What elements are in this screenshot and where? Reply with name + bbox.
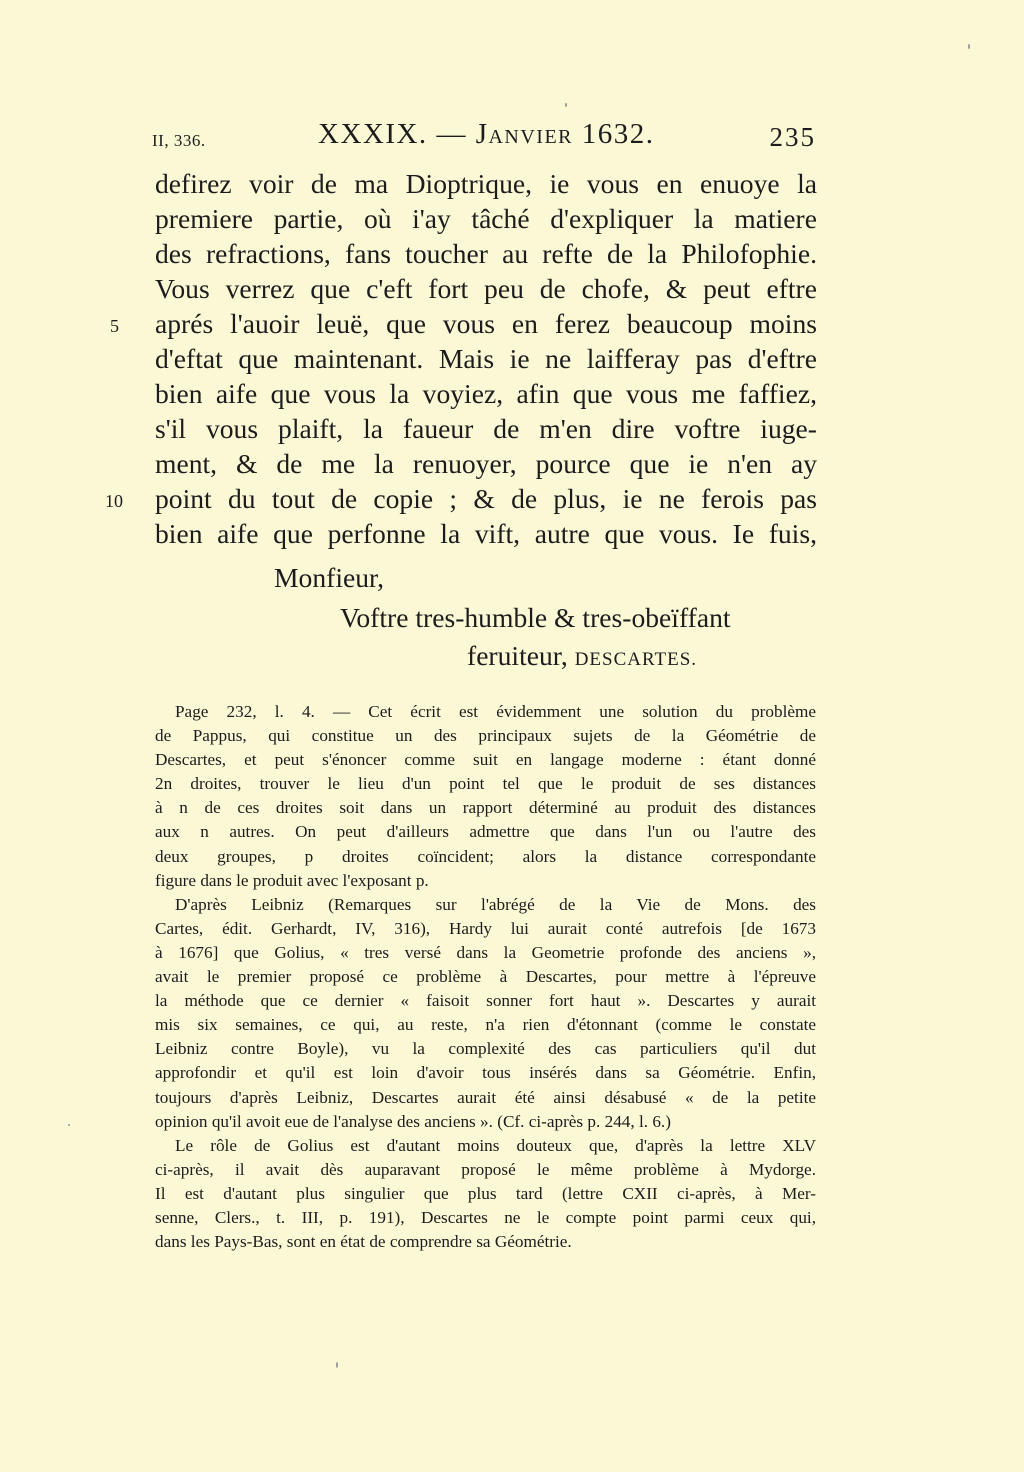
- line-number-5: 5: [110, 316, 119, 336]
- note-line: ci-après, il avait dès auparavant proposé le même problème à Mydorge.: [155, 1159, 816, 1179]
- letter-title: [318, 118, 655, 151]
- note-line: mis six semaines, ce qui, au reste, n'a rien d'étonnant (comme le constate: [155, 1015, 816, 1035]
- note-line: opinion qu'il avoit eue de l'analyse des anciens ». (Cf. ci-après p. 244, l. 6.): [155, 1111, 671, 1131]
- closing-servant-word: feruiteur,: [467, 640, 568, 671]
- letter-body: [155, 166, 817, 551]
- letter-line: point du tout de copie ; & de plus, ie ne ferois pas: [155, 483, 817, 514]
- closing-formula: Voftre tres-humble & tres-obeïffant: [340, 602, 731, 633]
- paper-speck: [68, 1124, 70, 1126]
- page-number: 235: [769, 122, 816, 152]
- note-line: dans les Pays-Bas, sont en état de comprendre sa Géométrie.: [155, 1232, 572, 1252]
- running-header: [152, 118, 816, 158]
- note-line: Page 232, l. 4. — Cet écrit est évidemment une solution du problème: [175, 702, 816, 721]
- note-line: approfondir et qu'il est loin d'avoir tous insérés dans sa Géométrie. Enfin,: [155, 1063, 816, 1083]
- letter-line: d'eftat que maintenant. Mais ie ne laifferay pas d'eftre: [155, 343, 817, 374]
- note-line: avait le premier proposé ce problème à Descartes, pour mettre à l'épreuve: [155, 967, 816, 987]
- note-line: Il est d'autant plus singulier que plus tard (lettre CXII ci-après, à Mer-: [155, 1183, 816, 1203]
- line-number-10: 10: [105, 491, 123, 511]
- note-line: toujours d'après Leibniz, Descartes aurait été ainsi désabusé « de la petite: [155, 1087, 816, 1107]
- letter-line: premiere partie, où i'ay tâché d'expliquer la matiere: [155, 203, 817, 234]
- letter-line: Vous verrez que c'eft fort peu de chofe, & peut eftre: [155, 273, 817, 304]
- volume-reference: II, 336.: [152, 131, 206, 150]
- letter-line: bien aife que vous la voyiez, afin que vous me faffiez,: [155, 378, 817, 409]
- letter-line: bien aife que perfonne la vift, autre que vous. Ie fuis,: [155, 518, 817, 549]
- note-line: deux groupes, p droites coïncident; alors la distance correspondante: [155, 846, 816, 866]
- letter-line: ment, & de me la renuoyer, pource que ie n'en ay: [155, 448, 817, 479]
- title-month: Janvier: [475, 118, 574, 150]
- note-line: D'après Leibniz (Remarques sur l'abrégé de la Vie de Mons. des: [175, 894, 816, 914]
- title-roman-numeral: XXXIX.: [318, 118, 428, 150]
- title-dash: —: [436, 118, 467, 150]
- note-line: Cartes, édit. Gerhardt, IV, 316), Hardy lui aurait conté autrefois [de 1673: [155, 918, 816, 938]
- note-line: figure dans le produit avec l'exposant p.: [155, 870, 429, 890]
- note-line: aux n autres. On peut d'ailleurs admettre que dans l'un ou l'autre des: [155, 822, 816, 842]
- note-line: à 1676] que Golius, « tres versé dans la Geometrie profonde des anciens »,: [155, 942, 816, 962]
- note-line: à n de ces droites soit dans un rapport déterminé au produit des distances: [155, 798, 816, 818]
- closing-servant: [467, 640, 697, 672]
- paper-speck: [565, 103, 567, 107]
- letter-line: defirez voir de ma Dioptrique, ie vous en enuoye la: [155, 168, 817, 199]
- letter-line: aprés l'auoir leuë, que vous en ferez beaucoup moins: [155, 308, 817, 339]
- note-line: senne, Clers., t. III, p. 191), Descartes ne le compte point parmi ceux qui,: [155, 1207, 816, 1227]
- title-year: 1632.: [581, 118, 655, 150]
- salutation: Monfieur,: [274, 562, 385, 593]
- note-line: 2n droites, trouver le lieu d'un point tel que le produit de ses distances: [155, 774, 816, 794]
- note-line: la méthode que ce dernier « faisoit sonner fort haut ». Descartes y aurait: [155, 991, 816, 1011]
- letter-line: s'il vous plaift, la faueur de m'en dire voftre iuge-: [155, 413, 817, 444]
- signature: DESCARTES.: [574, 649, 698, 670]
- note-line: Leibniz contre Boyle), vu la complexité des cas particuliers qu'il dut: [155, 1039, 816, 1059]
- editorial-notes: [155, 700, 816, 1254]
- note-line: de Pappus, qui constitue un des principaux sujets de la Géométrie de: [155, 726, 816, 746]
- paper-speck: [336, 1362, 338, 1368]
- note-line: Descartes, et peut s'énoncer comme suit en langage moderne : étant donné: [155, 750, 816, 770]
- letter-line: des refractions, fans toucher au refte de la Philofophie.: [155, 238, 817, 269]
- note-line: Le rôle de Golius est d'autant moins douteux que, d'après la lettre XLV: [175, 1135, 816, 1155]
- paper-speck: [968, 44, 970, 49]
